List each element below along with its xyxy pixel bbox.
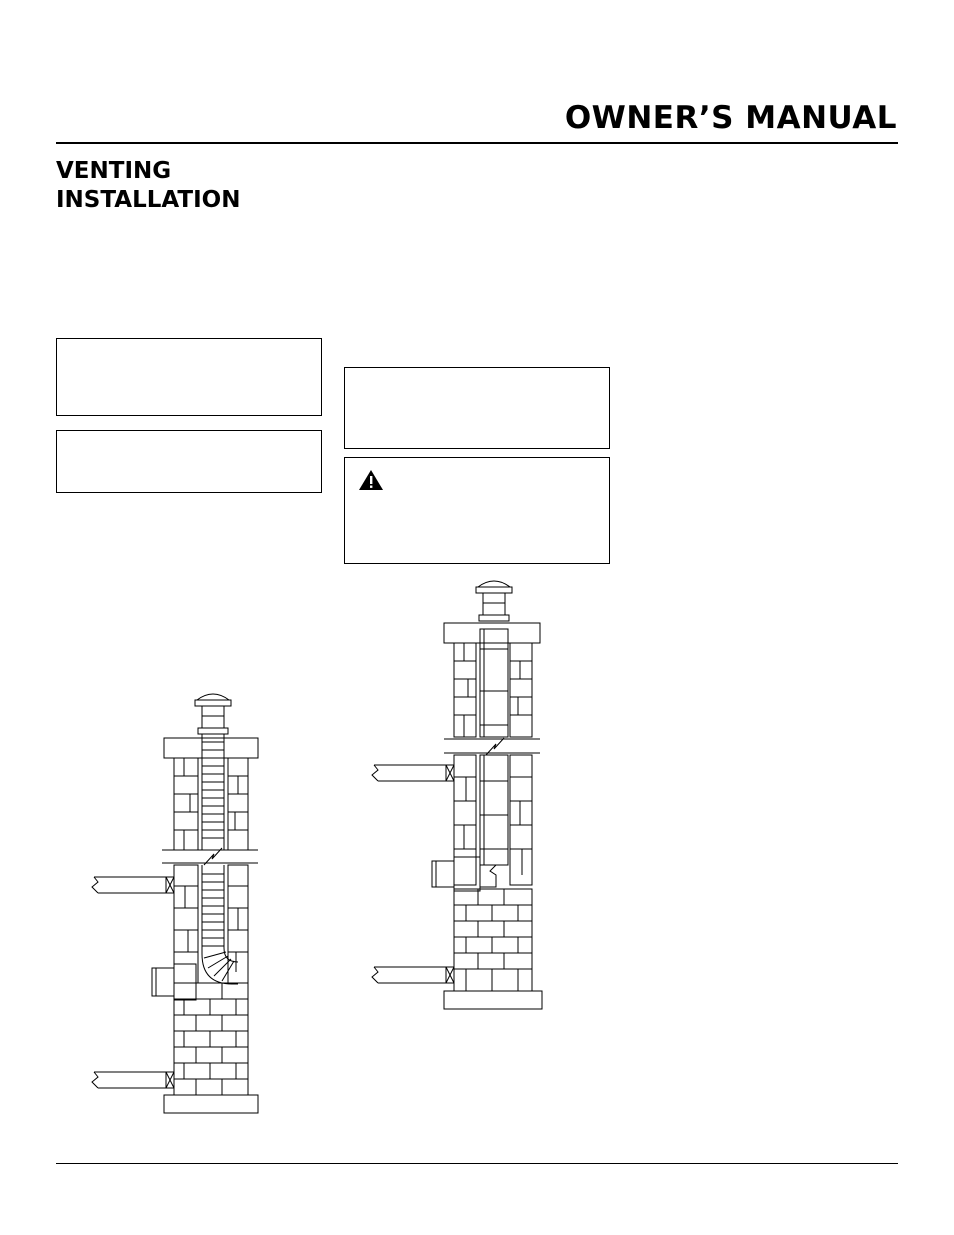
section-title-line-2: INSTALLATION bbox=[56, 187, 241, 213]
chimney-flexible-liner-diagram bbox=[80, 688, 270, 1118]
note-box-2 bbox=[56, 430, 322, 493]
manual-title: OWNER’S MANUAL bbox=[564, 100, 897, 136]
warning-triangle-icon bbox=[358, 469, 384, 491]
chimney-rigid-liner-diagram bbox=[368, 575, 558, 1015]
warning-box bbox=[344, 457, 610, 564]
note-box-1 bbox=[56, 338, 322, 416]
header-rule bbox=[56, 142, 898, 144]
section-title-line-1: VENTING bbox=[56, 158, 172, 184]
footer-rule bbox=[56, 1163, 898, 1164]
section-title bbox=[56, 157, 240, 215]
note-box-3 bbox=[344, 367, 610, 449]
